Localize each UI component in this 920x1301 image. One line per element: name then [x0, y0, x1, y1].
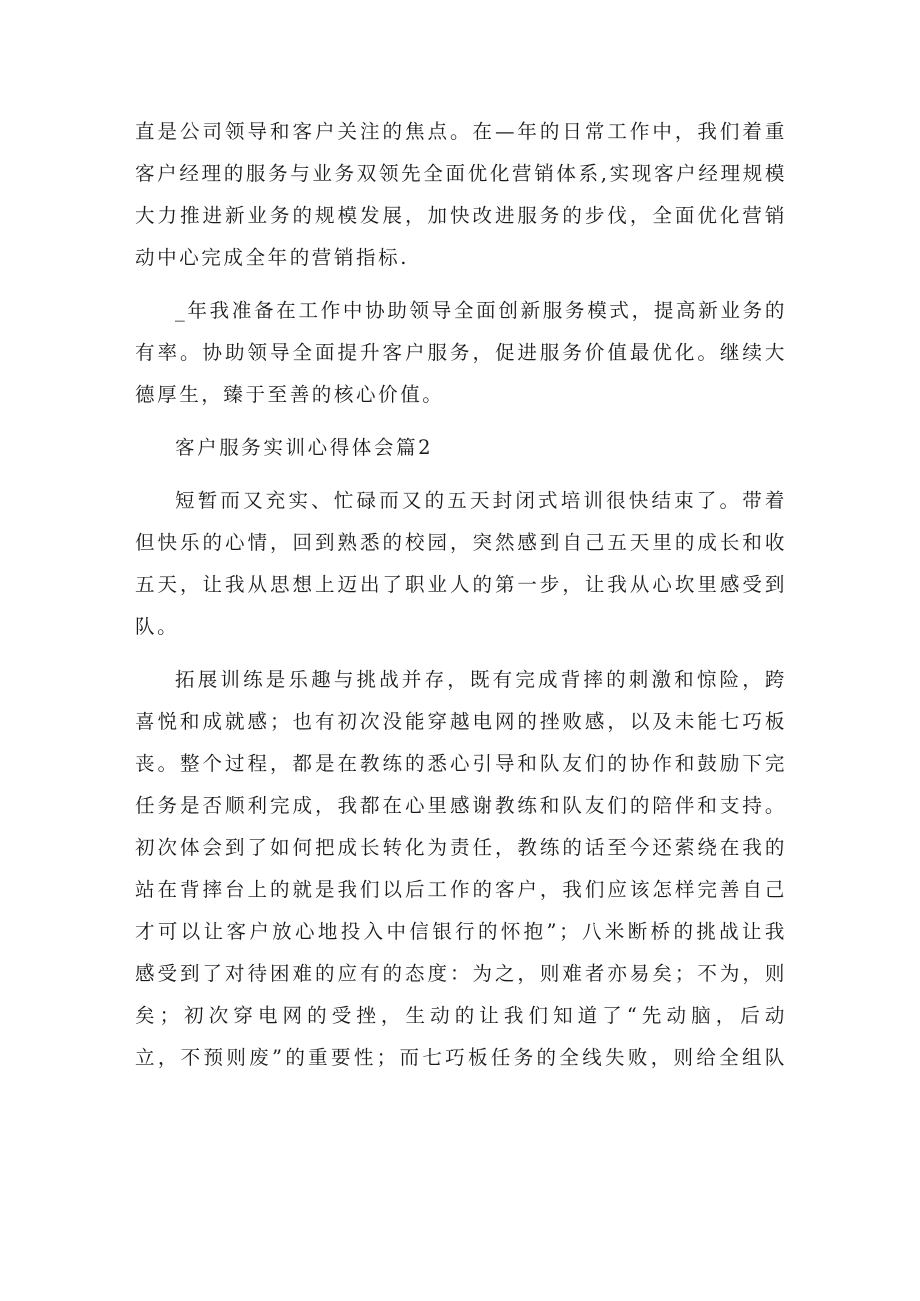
text-line: 队。 [135, 615, 180, 638]
text-line: 站在背摔台上的就是我们以后工作的客户，我们应该怎样完善自己 [135, 878, 787, 901]
text-line: 短暂而又充实、忙碌而又的五天封闭式培训很快结束了。带着 [175, 489, 787, 512]
text-line: 五天，让我从思想上迈出了职业人的第一步，让我从心坎里感受到 [135, 573, 787, 596]
paragraph-4 [135, 659, 787, 1079]
paragraph-3 [135, 480, 787, 648]
section-heading [135, 427, 787, 469]
text-line: 才可以让客户放心地投入中信银行的怀抱”；八米断桥的挑战让我 [135, 920, 787, 943]
paragraph-2 [135, 290, 787, 416]
paragraph-gap [135, 279, 787, 290]
paragraph-1 [135, 111, 787, 279]
heading-text: 客户服务实训心得体会篇2 [175, 436, 434, 459]
text-line: 矣；初次穿电网的受挫，生动的让我们知道了“先动脑，后动 [135, 1004, 787, 1027]
text-line: 丧。整个过程，都是在教练的悉心引导和队友们的协作和鼓励下完 [135, 752, 787, 775]
paragraph-gap [135, 648, 787, 659]
text-line: _年我准备在工作中协助领导全面创新服务模式，提高新业务的 [175, 299, 787, 322]
paragraph-gap [135, 469, 787, 480]
text-line: 喜悦和成就感；也有初次没能穿越电网的挫败感，以及未能七巧板 [135, 710, 787, 733]
text-line: 有率。协助领导全面提升客户服务，促进服务价值最优化。继续大 [135, 341, 787, 364]
text-line: 初次体会到了如何把成长转化为责任，教练的话至今还萦绕在我的 [135, 836, 787, 859]
text-line: 德厚生，臻于至善的核心价值。 [135, 383, 445, 406]
document-body [135, 111, 787, 1079]
text-line: 任务是否顺利完成，我都在心里感谢教练和队友们的陪伴和支持。 [135, 794, 787, 817]
text-line: 大力推进新业务的规模发展，加快改进服务的步伐，全面优化营销 [135, 204, 787, 227]
text-line: 立，不预则废”的重要性；而七巧板任务的全线失败，则给全组队 [135, 1046, 787, 1069]
text-line: 但快乐的心情，回到熟悉的校园，突然感到自己五天里的成长和收 [135, 531, 787, 554]
text-line: 感受到了对待困难的应有的态度：为之，则难者亦易矣；不为，则 [135, 962, 787, 985]
text-line: 动中心完成全年的营销指标. [135, 246, 409, 269]
text-line: 拓展训练是乐趣与挑战并存，既有完成背摔的刺激和惊险，跨 [175, 668, 787, 691]
paragraph-gap [135, 416, 787, 427]
text-line: 客户经理的服务与业务双领先全面优化营销体系,实现客户经理规模 [135, 162, 787, 185]
text-line: 直是公司领导和客户关注的焦点。在—年的日常工作中，我们着重 [135, 120, 787, 143]
